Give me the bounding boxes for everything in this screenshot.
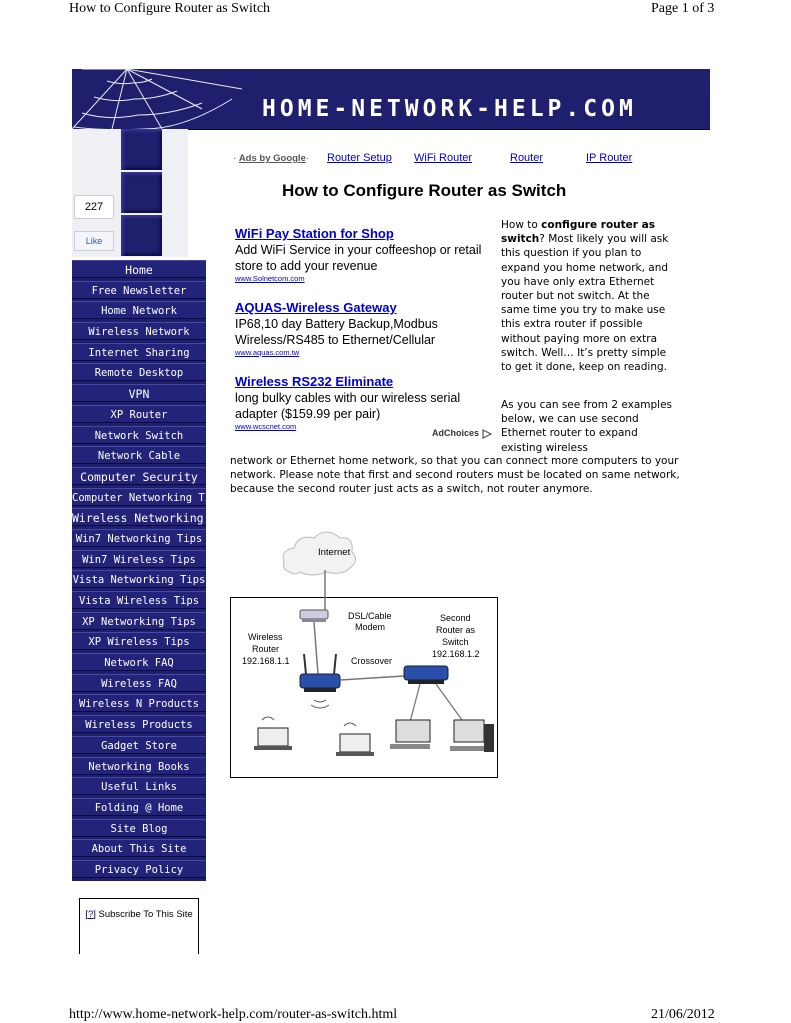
nav-item-network-faq[interactable]: Network FAQ <box>72 653 206 671</box>
nav-item-wireless-n-products[interactable]: Wireless N Products <box>72 694 206 712</box>
desktop-icon <box>390 720 430 749</box>
second-router-icon <box>404 666 448 684</box>
subscribe-box: [?] Subscribe To This Site <box>79 898 199 954</box>
link-router[interactable]: Router <box>510 152 544 164</box>
print-header-page: Page 1 of 3 <box>651 1 715 16</box>
spiderweb-icon <box>72 69 252 129</box>
nav-item-free-newsletter[interactable]: Free Newsletter <box>72 281 206 299</box>
nav-item-home[interactable]: Home <box>72 260 206 278</box>
ad-description: Add WiFi Service in your coffeeshop or retail store to add your revenue <box>235 243 482 273</box>
label-modem-1: DSL/Cable <box>348 611 392 621</box>
nav-item-privacy-policy[interactable]: Privacy Policy <box>72 860 206 878</box>
ad-block-2[interactable] <box>235 300 485 357</box>
svg-text:Crossover: Crossover <box>351 656 393 666</box>
nav-item-vista-wireless-tips[interactable]: Vista Wireless Tips <box>72 591 206 609</box>
svg-text:192.168.1.1: 192.168.1.1 <box>242 656 290 666</box>
ad-block-1[interactable] <box>235 226 485 283</box>
nav-item-internet-sharing[interactable]: Internet Sharing <box>72 343 206 361</box>
ad-title[interactable]: Wireless RS232 Eliminate <box>235 374 394 389</box>
site-brand: HOME-NETWORK-HELP.COM <box>262 96 637 122</box>
nav-item-home-network[interactable]: Home Network <box>72 301 206 319</box>
nav-item-about-this-site[interactable]: About This Site <box>72 839 206 857</box>
ad-title[interactable]: WiFi Pay Station for Shop <box>235 226 394 241</box>
modem-icon <box>300 610 328 622</box>
nav-item-networking-books[interactable]: Networking Books <box>72 757 206 775</box>
svg-text:Wireless: Wireless <box>248 632 283 642</box>
svg-text:Second: Second <box>440 613 471 623</box>
subscribe-help-link[interactable]: ? <box>87 909 94 920</box>
nav-item-xp-wireless-tips[interactable]: XP Wireless Tips <box>72 632 206 650</box>
adchoices-icon <box>482 429 492 439</box>
nav-item-vpn[interactable]: VPN <box>72 384 206 402</box>
nav-item-wireless-faq[interactable]: Wireless FAQ <box>72 674 206 692</box>
ad-description: long bulky cables with our wireless serial adapter ($159.99 per pair) <box>235 391 461 421</box>
desktop-icon <box>450 720 494 752</box>
nav-item-win7-wireless-tips[interactable]: Win7 Wireless Tips <box>72 550 206 568</box>
like-button[interactable]: Like <box>74 231 114 251</box>
print-header-title: How to Configure Router as Switch <box>69 1 271 16</box>
nav-item-win7-networking-tips[interactable]: Win7 Networking Tips <box>72 529 206 547</box>
label-internet: Internet <box>318 547 351 558</box>
nav-item-remote-desktop[interactable]: Remote Desktop <box>72 363 206 381</box>
link-router-setup[interactable]: Router Setup <box>327 152 392 164</box>
article-paragraph-right: As you can see from 2 examples below, we can use second Ethernet router to expand existing wireless <box>501 399 673 454</box>
nav-item-wireless-network[interactable]: Wireless Network <box>72 322 206 340</box>
print-footer-date: 21/06/2012 <box>651 1007 715 1022</box>
ad-url[interactable]: www.Solnetcom.com <box>235 274 305 283</box>
nav-item-xp-networking-tips[interactable]: XP Networking Tips <box>72 612 206 630</box>
subscribe-label: Subscribe To This Site <box>98 909 193 920</box>
nav-item-site-blog[interactable]: Site Blog <box>72 819 206 837</box>
network-diagram <box>230 524 498 778</box>
svg-text:192.168.1.2: 192.168.1.2 <box>432 649 480 659</box>
nav-item-wireless-networking-tips[interactable]: Wireless Networking Tips <box>72 508 206 526</box>
link-ip-router[interactable]: IP Router <box>586 152 633 164</box>
nav-item-computer-security[interactable]: Computer Security <box>72 467 206 485</box>
site-banner[interactable] <box>72 69 710 130</box>
nav-item-xp-router[interactable]: XP Router <box>72 405 206 423</box>
sidebar-nav <box>72 260 239 881</box>
nav-item-vista-networking-tips[interactable]: Vista Networking Tips <box>72 570 206 588</box>
ad-url[interactable]: www.aquas.com.tw <box>235 348 300 357</box>
laptop-icon <box>336 734 374 756</box>
article-title: How to Configure Router as Switch <box>282 181 567 200</box>
article-intro: How to configure router as switch? Most likely you will ask this question if you plan to expand you home network, and you have only extra Ethernet router but not switch. At the same time you try to make use this extra router if possible without paying more on extra switch. Well… It’s pretty simple to get it done, keep on reading. <box>501 219 669 374</box>
svg-text:Switch: Switch <box>442 637 469 647</box>
ad-description: IP68,10 day Battery Backup,Modbus Wireless/RS485 to Ethernet/Cellular <box>235 317 438 347</box>
ad-title[interactable]: AQUAS-Wireless Gateway <box>235 300 397 315</box>
nav-item-useful-links[interactable]: Useful Links <box>72 777 206 795</box>
decorative-blocks <box>121 129 162 258</box>
laptop-icon <box>254 728 292 750</box>
label-modem-2: Modem <box>355 622 386 632</box>
svg-text:Router: Router <box>252 644 280 654</box>
article-paragraph-wide: network or Ethernet home network, so that you can connect more computers to your network. Please note that first and second routers must be located on same network, because the second router just acts as a switch, not router anymore. <box>230 455 680 496</box>
nav-item-wireless-products[interactable]: Wireless Products <box>72 715 206 733</box>
nav-item-gadget-store[interactable]: Gadget Store <box>72 736 206 754</box>
ad-block-3[interactable] <box>235 374 485 431</box>
nav-item-network-cable[interactable]: Network Cable <box>72 446 206 464</box>
like-count: 227 <box>74 195 114 219</box>
ads-by-google[interactable]: · Ads by Google· <box>233 153 310 164</box>
ad-url[interactable]: www.wcscnet.com <box>235 422 297 431</box>
adchoices-link[interactable]: AdChoices <box>432 428 492 439</box>
svg-text:Router as: Router as <box>436 625 476 635</box>
nav-item-folding-home[interactable]: Folding @ Home <box>72 798 206 816</box>
nav-item-computer-networking-tips[interactable]: Computer Networking Tips <box>72 488 206 506</box>
facebook-like-box[interactable] <box>74 195 114 253</box>
nav-item-network-switch[interactable]: Network Switch <box>72 426 206 444</box>
link-wifi-router[interactable]: WiFi Router <box>414 152 473 164</box>
print-footer-url: http://www.home-network-help.com/router-as-switch.html <box>69 1007 398 1022</box>
